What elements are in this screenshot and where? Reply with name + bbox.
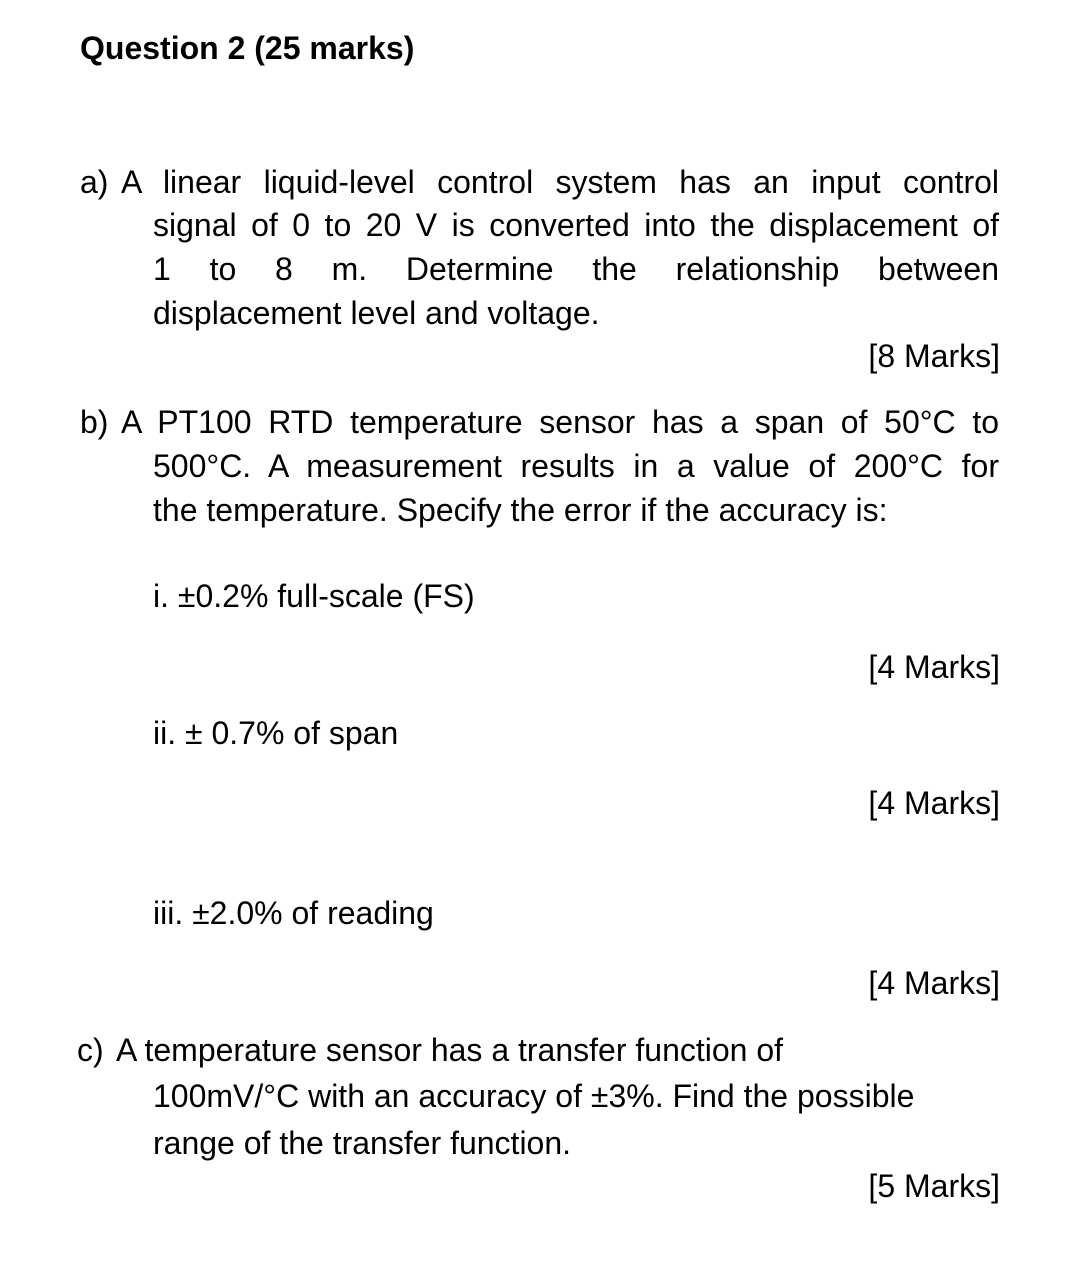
part-a-line-4: displacement level and voltage. xyxy=(153,295,600,331)
part-b-item-iii-marks: [4 Marks] xyxy=(868,965,1000,1001)
part-b-item-ii: ii. ± 0.7% of span xyxy=(153,715,399,751)
part-a-label: a) xyxy=(80,164,109,200)
part-b-line-1: A PT100 RTD temperature sensor has a span of 50°C to xyxy=(121,404,999,440)
part-a-marks: [8 Marks] xyxy=(868,338,1000,374)
part-c-marks: [5 Marks] xyxy=(868,1168,1000,1204)
question-title: Question 2 (25 marks) xyxy=(80,30,415,66)
part-b-line-3: the temperature. Specify the error if the accuracy is: xyxy=(153,492,888,528)
part-c-label: c) xyxy=(77,1032,104,1068)
part-c-line-2: 100mV/°C with an accuracy of ±3%. Find the possible xyxy=(153,1078,915,1114)
part-a-line-1: A linear liquid-level control system has an input control xyxy=(121,164,999,200)
part-c-line-1: A temperature sensor has a transfer function of xyxy=(116,1032,784,1068)
part-b-item-i-marks: [4 Marks] xyxy=(868,649,1000,685)
part-b-line-2: 500°C. A measurement results in a value of 200°C for xyxy=(153,448,999,484)
part-b-item-ii-marks: [4 Marks] xyxy=(868,785,1000,821)
part-b-item-i: i. ±0.2% full-scale (FS) xyxy=(153,578,475,614)
part-a-line-2: signal of 0 to 20 V is converted into the displacement of xyxy=(153,207,999,243)
part-b-label: b) xyxy=(80,404,109,440)
part-c-line-3: range of the transfer function. xyxy=(153,1125,572,1161)
part-b-item-iii: iii. ±2.0% of reading xyxy=(153,895,434,931)
part-a-line-3: 1 to 8 m. Determine the relationship between xyxy=(153,251,999,287)
